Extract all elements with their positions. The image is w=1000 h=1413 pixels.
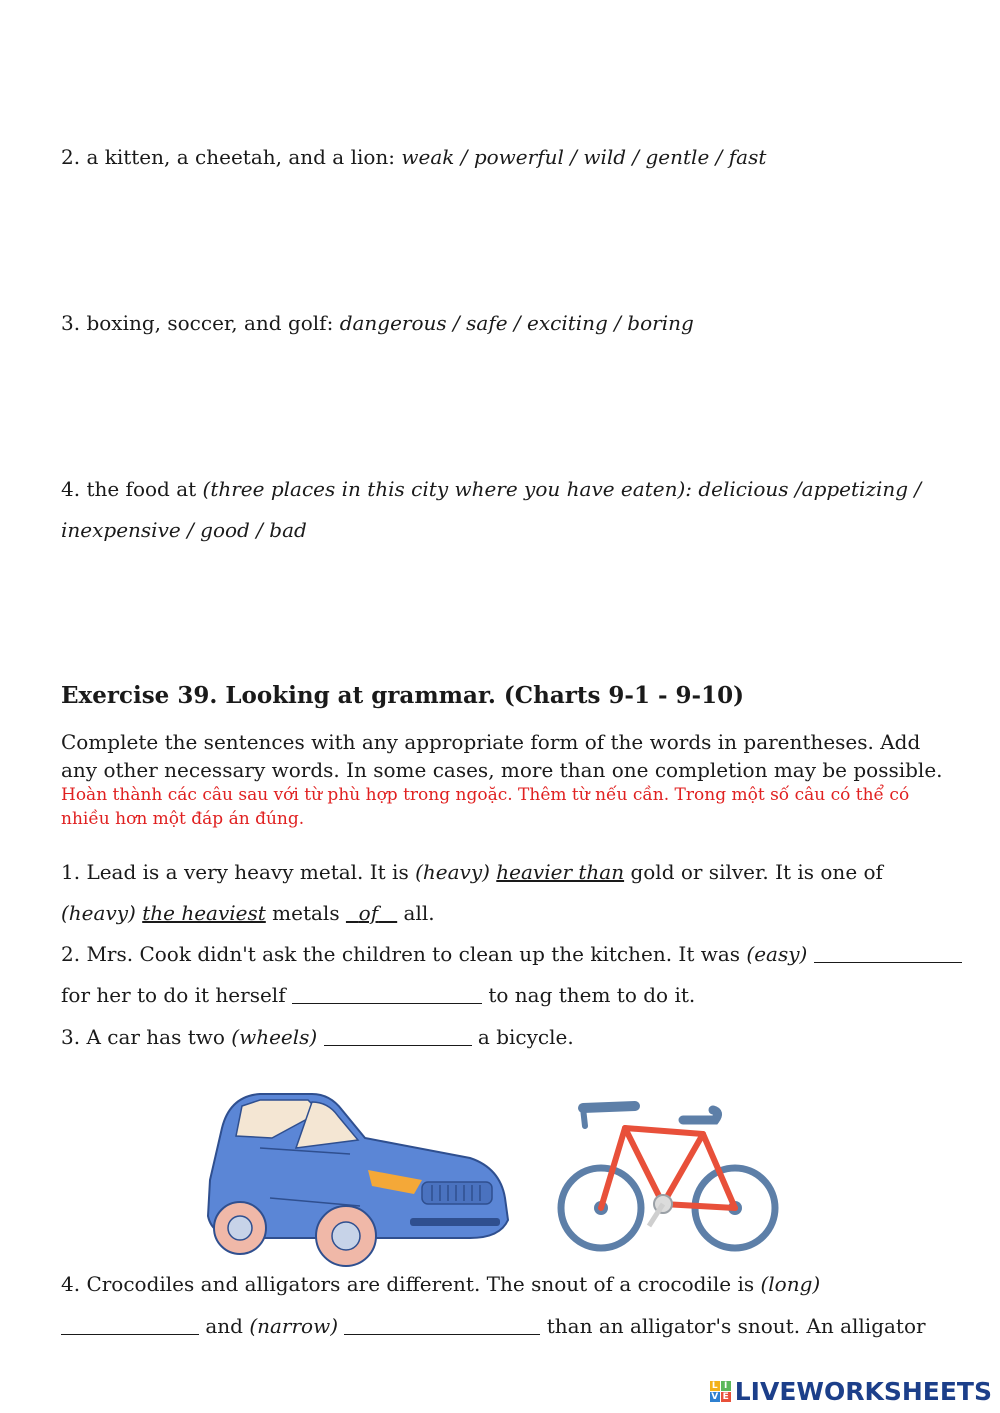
car-illustration (200, 1088, 515, 1268)
blank-easy[interactable] (814, 944, 962, 963)
bicycle-illustration (553, 1098, 783, 1256)
sentence-3: 3. A car has two (wheels) a bicycle. (61, 1025, 574, 1049)
vietnamese-instruction-line2: nhiều hơn một đáp án đúng. (61, 809, 305, 829)
item-4-line1: 4. the food at (three places in this city where you have eaten): delicious /appetizing / (61, 477, 922, 501)
item-3: 3. boxing, soccer, and golf: dangerous / safe / exciting / boring (61, 311, 694, 335)
sentence-1-line1: 1. Lead is a very heavy metal. It is (heavy) heavier than gold or silver. It is one of (61, 860, 883, 884)
answer-the-heaviest: the heaviest (142, 901, 266, 925)
logo-mark-icon: L I V E (711, 1381, 729, 1402)
sentence-1-line2: (heavy) the heaviest metals of all. (61, 901, 435, 925)
blank-narrow[interactable] (344, 1316, 540, 1335)
answer-heavier-than: heavier than (496, 860, 625, 884)
vietnamese-instruction-line1: Hoàn thành các câu sau với từ phù hợp trong ngoặc. Thêm từ nếu cần. Trong một số câu có thể có (61, 785, 910, 805)
sentence-2-line2: for her to do it herself to nag them to do it. (61, 983, 696, 1007)
sentence-4-line1: 4. Crocodiles and alligators are different. The snout of a crocodile is (long) (61, 1272, 821, 1296)
item-4-line2: inexpensive / good / bad (61, 518, 307, 542)
blank-wheels[interactable] (324, 1027, 472, 1046)
answer-of: of (358, 901, 379, 925)
instruction-line1: Complete the sentences with any appropriate form of the words in parentheses. Add (61, 730, 921, 754)
sentence-2-line1: 2. Mrs. Cook didn't ask the children to clean up the kitchen. It was (easy) (61, 941, 962, 967)
instruction-line2: any other necessary words. In some cases, more than one completion may be possible. (61, 758, 943, 782)
item-2: 2. a kitten, a cheetah, and a lion: weak / powerful / wild / gentle / fast (61, 145, 767, 169)
exercise-title: Exercise 39. Looking at grammar. (Charts 9-1 - 9-10) (61, 682, 744, 709)
liveworksheets-logo[interactable] (710, 1377, 992, 1406)
logo-text: LIVEWORKSHEETS (734, 1377, 992, 1406)
blank-herself[interactable] (292, 985, 482, 1004)
blank-long[interactable] (61, 1316, 199, 1335)
sentence-4-line2: and (narrow) than an alligator's snout. An alligator (61, 1313, 926, 1339)
